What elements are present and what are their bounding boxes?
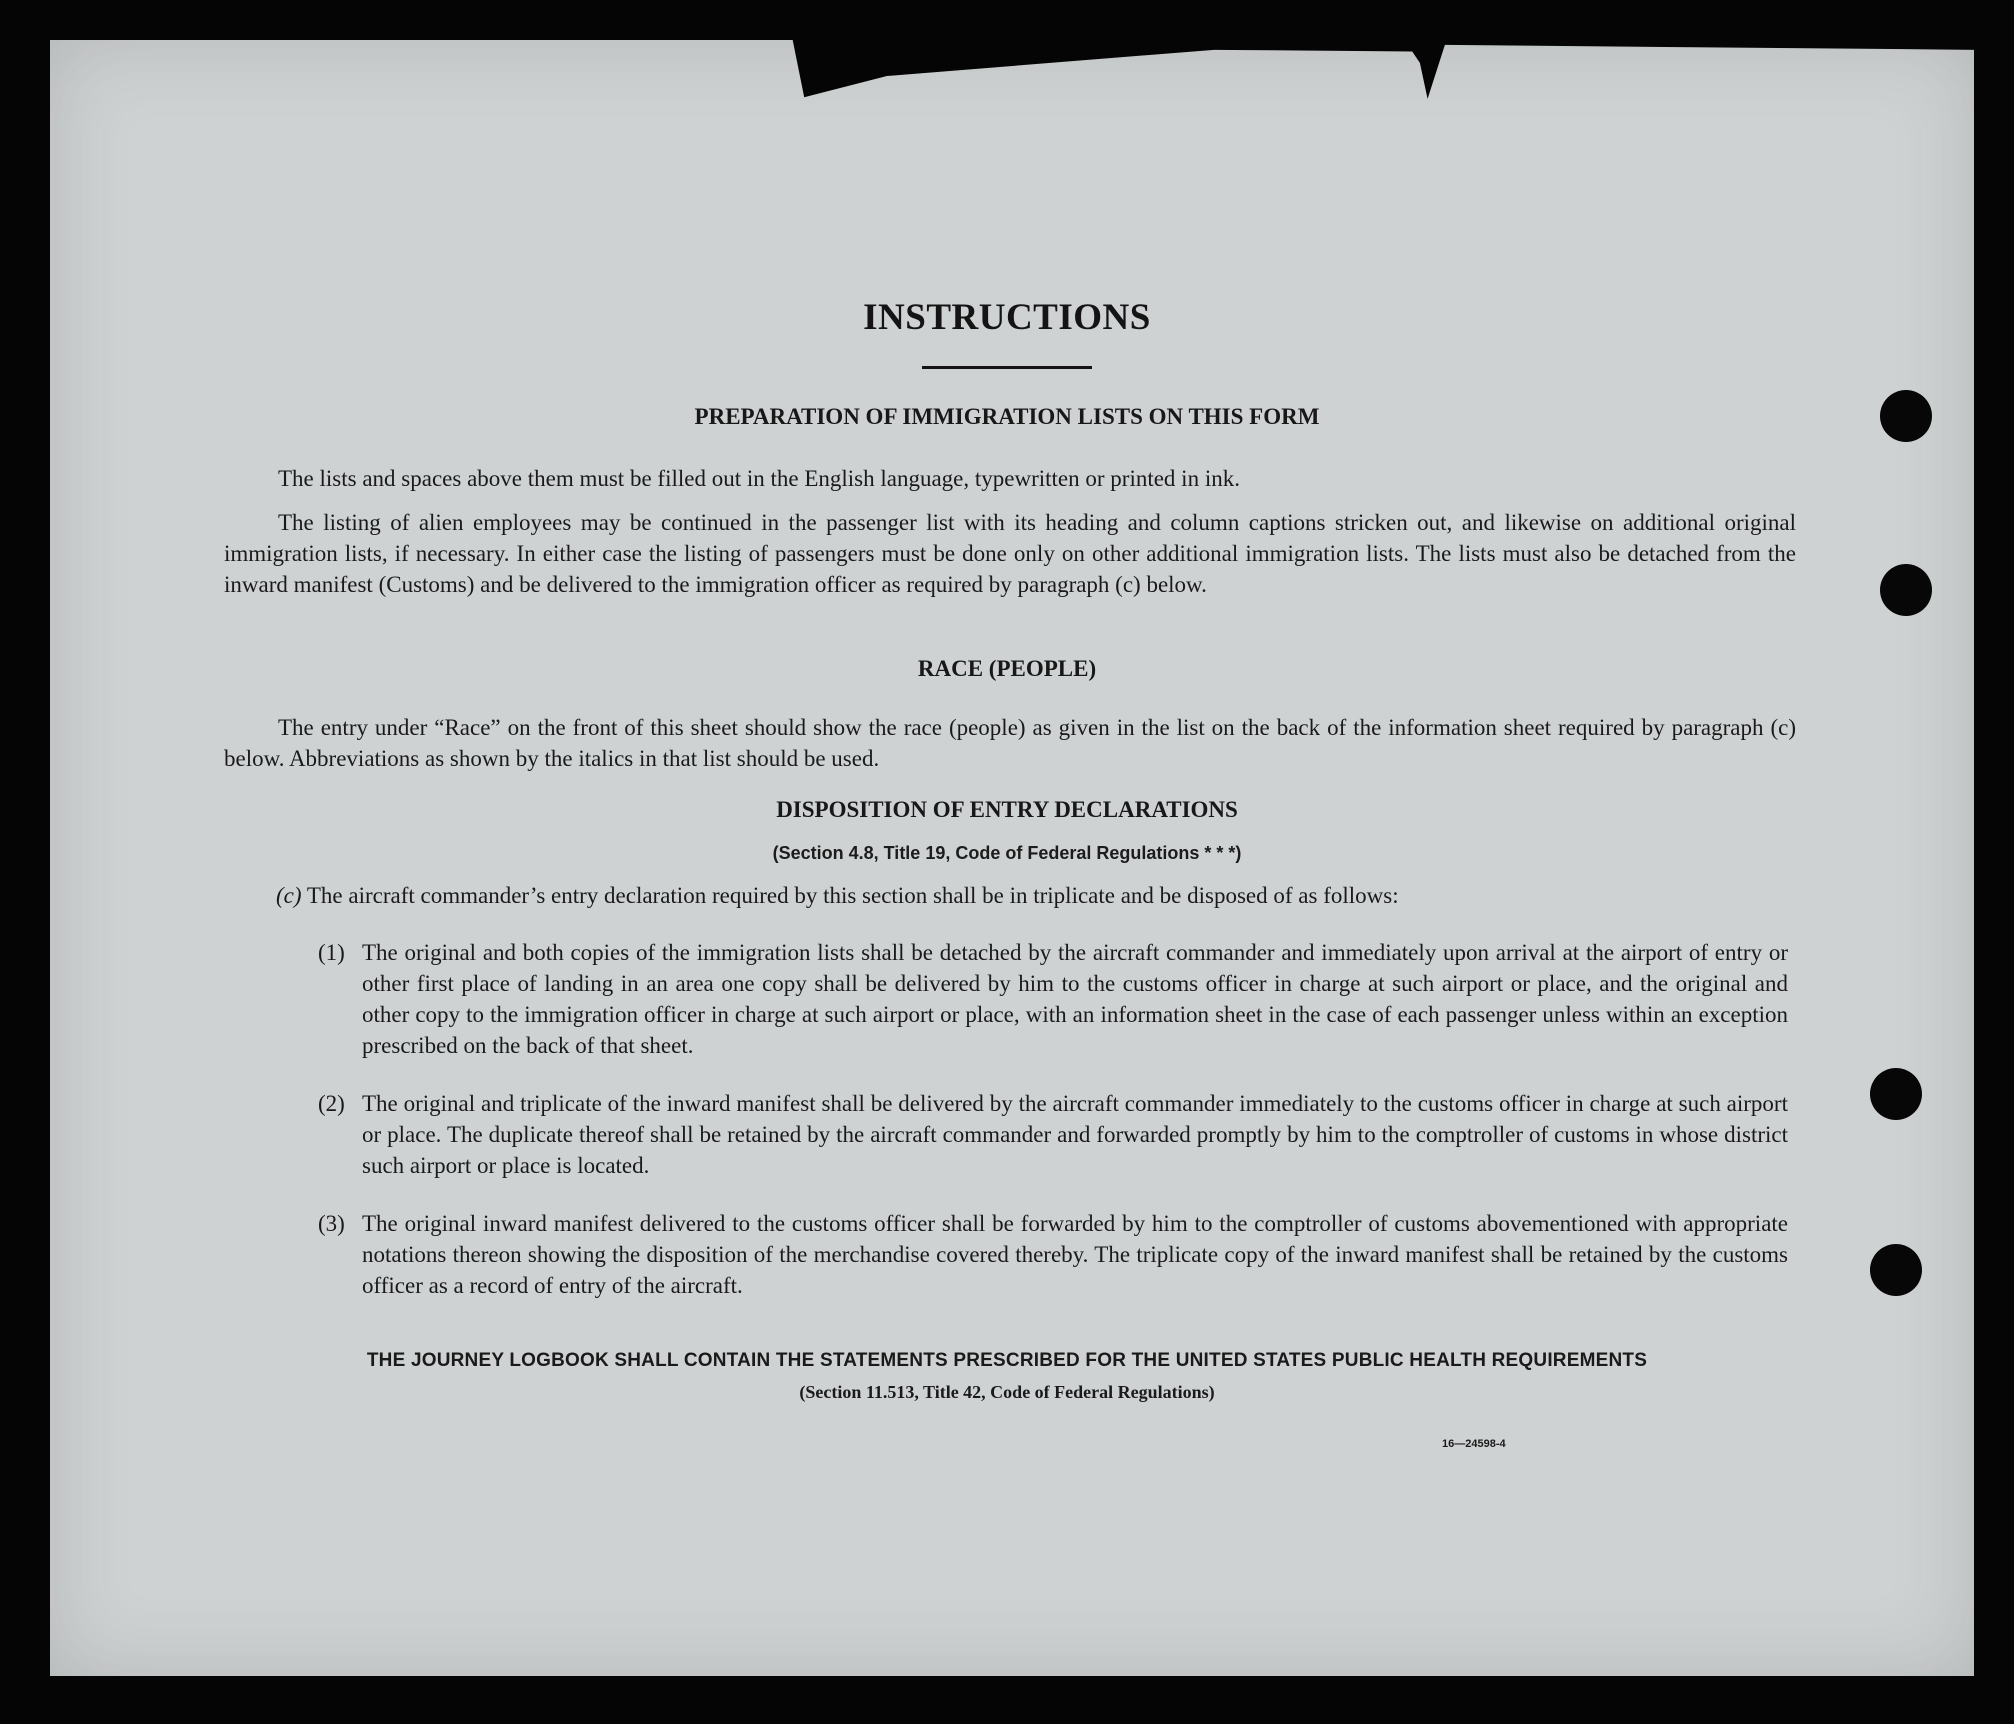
page-title: INSTRUCTIONS [863,297,1151,338]
preparation-paragraph-1: The lists and spaces above them must be filled out in the English language, typewritten or printed in ink. [278,466,1240,491]
disposition-citation: (Section 4.8, Title 19, Code of Federal Regulations * * *) [772,843,1242,863]
item-number: (3) [318,1211,345,1236]
footer-line-2: (Section 11.513, Title 42, Code of Federal Regulations) [799,1382,1215,1402]
race-paragraph: The entry under “Race” on the front of this sheet should show the race (people) as given in the list on the back of the information sheet required by paragraph (c) below. Abbreviations as shown by the italics in that list should be used. [224,715,1796,771]
intro-label: (c) [276,883,302,908]
section-heading-race: RACE (PEOPLE) [917,656,1097,681]
punch-hole-4 [1870,1244,1922,1296]
title-rule [922,366,1092,369]
intro-text: The aircraft commander’s entry declaration required by this section shall be in triplicate and be disposed of as follows: [306,883,1399,908]
item-number: (2) [318,1091,345,1116]
punch-hole-2 [1880,564,1932,616]
item-text: The original and triplicate of the inward manifest shall be delivered by the aircraft commander immediately to the customs officer in charge at such airport or place. The duplicate thereof shall be retained by the aircraft commander and forwarded promptly by him to the comptroller of customs in whose district such airport or place is located. [362,1091,1788,1178]
list-item [318,937,1788,1061]
item-text: The original inward manifest delivered to the customs officer shall be forwarded by him to the comptroller of customs abovementioned with appropriate notations thereon showing the disposition of the merchandise covered thereby. The triplicate copy of the inward manifest shall be retained by the customs officer as a record of entry of the aircraft. [362,1211,1788,1298]
disposition-intro [276,880,1776,911]
item-number: (1) [318,940,345,965]
preparation-paragraph-2: The listing of alien employees may be continued in the passenger list with its heading and column captions stricken out, and likewise on additional original immigration lists, if necessary. In either case the listing of passengers must be done only on other additional immigration lists. The lists must also be detached from the inward manifest (Customs) and be delivered to the immigration officer as required by paragraph (c) below. [224,510,1796,597]
footer-line-1: THE JOURNEY LOGBOOK SHALL CONTAIN THE STATEMENTS PRESCRIBED FOR THE UNITED STATES PUBLIC HEALTH REQUIREMENTS [366,1350,1648,1371]
list-item [318,1088,1788,1181]
form-number: 16—24598-4 [1442,1438,1506,1450]
section-heading-disposition: DISPOSITION OF ENTRY DECLARATIONS [776,797,1238,822]
punch-hole-3 [1870,1068,1922,1120]
section-heading-preparation: PREPARATION OF IMMIGRATION LISTS ON THIS FORM [694,404,1320,429]
list-item [318,1208,1788,1301]
item-text: The original and both copies of the immigration lists shall be detached by the aircraft commander and immediately upon arrival at the airport of entry or other first place of landing in an area one copy shall be delivered by him to the customs officer in charge at such airport or place, and the original and other copy to the immigration officer in charge at such airport or place, with an information sheet in the case of each passenger unless within an exception prescribed on the back of that sheet. [362,940,1788,1058]
